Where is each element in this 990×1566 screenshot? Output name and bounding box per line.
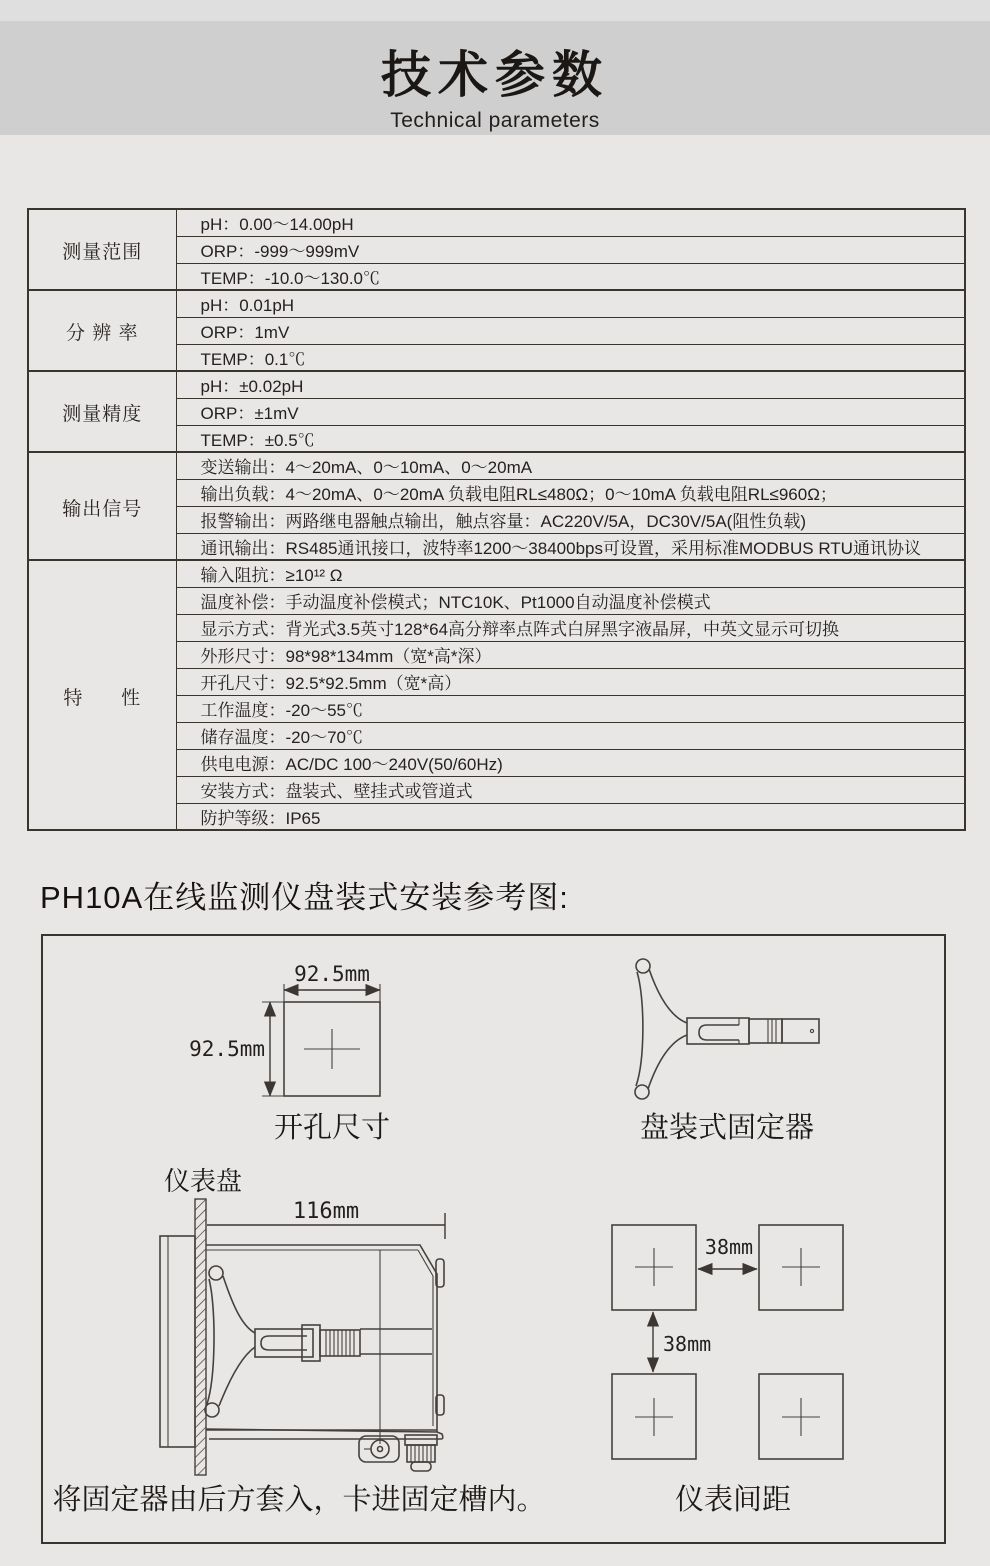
- spec-value: 输出负载：4～20mA、0～20mA 负载电阻RL≤480Ω；0～10mA 负载电阻RL≤960Ω；: [176, 479, 965, 506]
- spec-value: pH：0.00～14.00pH: [176, 209, 965, 236]
- cutout-figure: [189, 962, 390, 1144]
- crosshair-icon: [635, 1248, 673, 1286]
- page-subtitle: Technical parameters: [390, 109, 600, 132]
- spec-value: 通讯输出：RS485通讯接口，波特率1200～38400bps可设置，采用标准MODBUS RTU通讯协议: [176, 533, 965, 560]
- spec-group-label: 测量范围: [28, 209, 176, 290]
- spec-value: ORP：±1mV: [176, 398, 965, 425]
- panel-label: 仪表盘: [164, 1166, 243, 1196]
- spec-value: pH：0.01pH: [176, 290, 965, 317]
- crosshair-icon: [635, 1398, 673, 1436]
- spec-value: 外形尺寸：98*98*134mm（宽*高*深）: [176, 641, 965, 668]
- spec-value: ORP：-999～999mV: [176, 236, 965, 263]
- spacing-figure: [612, 1225, 843, 1516]
- table-row: [28, 290, 965, 317]
- spec-value: TEMP：±0.5℃: [176, 425, 965, 452]
- table-row: [28, 560, 965, 587]
- spacing-caption: 仪表间距: [674, 1484, 792, 1516]
- side-view-caption: 将固定器由后方套入，卡进固定槽内。: [52, 1484, 546, 1516]
- spec-value: 显示方式：背光式3.5英寸128*64高分辩率点阵式白屏黑字液晶屏，中英文显示可切换: [176, 614, 965, 641]
- spec-value: 开孔尺寸：92.5*92.5mm（宽*高）: [176, 668, 965, 695]
- header-band: [0, 21, 990, 135]
- crosshair-icon: [782, 1248, 820, 1286]
- table-row: [28, 371, 965, 398]
- spec-group-label: 分 辨 率: [28, 290, 176, 371]
- spec-value: 储存温度：-20～70℃: [176, 722, 965, 749]
- spec-value: pH：±0.02pH: [176, 371, 965, 398]
- spec-value: ORP：1mV: [176, 317, 965, 344]
- spec-value: 工作温度：-20～55℃: [176, 695, 965, 722]
- table-row: [28, 452, 965, 479]
- spec-value: 防护等级：IP65: [176, 803, 965, 830]
- installation-drawing: [43, 936, 940, 1538]
- spec-value: 安装方式：盘装式、壁挂式或管道式: [176, 776, 965, 803]
- spec-group-label: 测量精度: [28, 371, 176, 452]
- side-view-figure: [52, 1166, 545, 1516]
- spec-value: 温度补偿：手动温度补偿模式；NTC10K、Pt1000自动温度补偿模式: [176, 587, 965, 614]
- spec-value: TEMP：0.1℃: [176, 344, 965, 371]
- depth-dimension-label: 116mm: [292, 1199, 360, 1224]
- spec-value: 输入阻抗：≥10¹² Ω: [176, 560, 965, 587]
- cutout-height-label: 92.5mm: [189, 1037, 265, 1061]
- spec-value: 报警输出：两路继电器触点输出，触点容量：AC220V/5A，DC30V/5A(阻性负载): [176, 506, 965, 533]
- panel-wall: [195, 1199, 206, 1475]
- spec-value: TEMP：-10.0～130.0℃: [176, 263, 965, 290]
- spec-group-label: 特 性: [28, 560, 176, 830]
- top-strip: [0, 0, 990, 21]
- page-title: 技术参数: [381, 47, 609, 103]
- spec-value: 变送输出：4～20mA、0～10mA、0～20mA: [176, 452, 965, 479]
- crosshair-icon: [782, 1398, 820, 1436]
- installation-diagram: [41, 934, 946, 1544]
- crosshair-icon: [304, 1029, 360, 1069]
- spec-group-label: 输出信号: [28, 452, 176, 560]
- fixer-caption: 盘装式固定器: [639, 1112, 815, 1144]
- cutout-caption: 开孔尺寸: [273, 1112, 391, 1144]
- spec-table: [27, 208, 966, 831]
- cutout-width-label: 92.5mm: [294, 962, 370, 986]
- spacing-h-label: 38mm: [704, 1235, 754, 1259]
- spacing-v-label: 38mm: [663, 1332, 712, 1356]
- section-heading: PH10A在线监测仪盘装式安装参考图:: [40, 880, 569, 915]
- spec-value: 供电电源：AC/DC 100～240V(50/60Hz): [176, 749, 965, 776]
- fixer-figure: [635, 959, 819, 1144]
- table-row: [28, 209, 965, 236]
